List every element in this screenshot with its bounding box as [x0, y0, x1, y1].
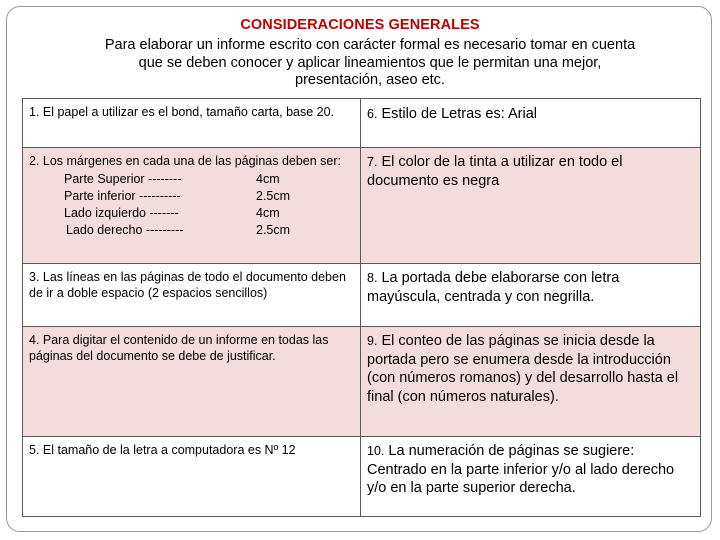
guideline-cell-3: [23, 264, 361, 327]
guideline-cell-1: [23, 99, 361, 148]
guideline-cell-9: [361, 327, 701, 437]
margin-value: 4cm: [256, 172, 280, 186]
guideline-cell-6: [361, 99, 701, 148]
guideline-text: 2. Los márgenes en cada una de las páginas deben ser:: [29, 154, 342, 168]
intro-line: presentación, aseo etc.: [295, 72, 445, 88]
margin-item-top: [29, 171, 354, 188]
table-row: [23, 264, 701, 327]
guideline-number: 8.: [367, 271, 378, 285]
margin-value: 2.5cm: [256, 189, 291, 203]
guideline-text: 1. El papel a utilizar es el bond, tamaño carta, base 20.: [29, 105, 335, 119]
page-title: CONSIDERACIONES GENERALES: [240, 17, 480, 33]
intro-paragraph: [100, 37, 640, 90]
table-row: [23, 99, 701, 148]
margin-label: Lado izquierdo -------: [64, 206, 179, 220]
guideline-cell-7: [361, 148, 701, 264]
guideline-text: 4. Para digitar el contenido de un informe en todas las páginas del documento se debe de justificar.: [29, 333, 329, 363]
guideline-cell-4: [23, 327, 361, 437]
table-row: [23, 327, 701, 437]
guideline-number: 7.: [367, 155, 378, 169]
margin-label: Lado derecho ---------: [66, 223, 184, 237]
guideline-number: 9.: [367, 334, 378, 348]
table-row: [23, 437, 701, 517]
margin-label: Parte inferior ----------: [64, 189, 181, 203]
guideline-text: 3. Las líneas en las páginas de todo el documento deben de ir a doble espacio (2 espacios sencillos): [29, 270, 346, 300]
guideline-number: 10.: [367, 444, 385, 458]
guideline-text: Estilo de Letras es: Arial: [377, 106, 538, 122]
margin-item-bottom: [29, 188, 354, 205]
margin-value: 2.5cm: [256, 223, 291, 237]
guideline-number: 6.: [367, 107, 378, 121]
guideline-text: La numeración de páginas se sugiere: Centrado en la parte inferior y/o al lado derecho y/o en la parte superior derecha.: [367, 443, 675, 496]
margins-list: [29, 171, 354, 239]
guideline-text: El conteo de las páginas se inicia desde la portada pero se enumera desde la introducción (con números romanos) y del desarrollo hasta el final (con números naturales).: [367, 333, 679, 405]
margin-item-left: [29, 205, 354, 222]
table-row: [23, 148, 701, 264]
guideline-cell-5: [23, 437, 361, 517]
guideline-text: 5. El tamaño de la letra a computadora es Nº 12: [29, 443, 296, 457]
margin-value: 4cm: [256, 206, 280, 220]
guideline-text: El color de la tinta a utilizar en todo el documento es negra: [367, 154, 623, 189]
margin-item-right: [29, 222, 354, 239]
margin-label: Parte Superior --------: [64, 172, 182, 186]
intro-line: que se deben conocer y aplicar lineamientos que le permitan una mejor,: [138, 54, 602, 71]
guideline-cell-2: [23, 148, 361, 264]
guidelines-table: [22, 98, 701, 517]
guideline-text: La portada debe elaborarse con letra mayúscula, centrada y con negrilla.: [367, 270, 620, 305]
intro-line: Para elaborar un informe escrito con carácter formal es necesario tomar en cuenta: [104, 37, 636, 53]
guideline-cell-8: [361, 264, 701, 327]
guideline-cell-10: [361, 437, 701, 517]
